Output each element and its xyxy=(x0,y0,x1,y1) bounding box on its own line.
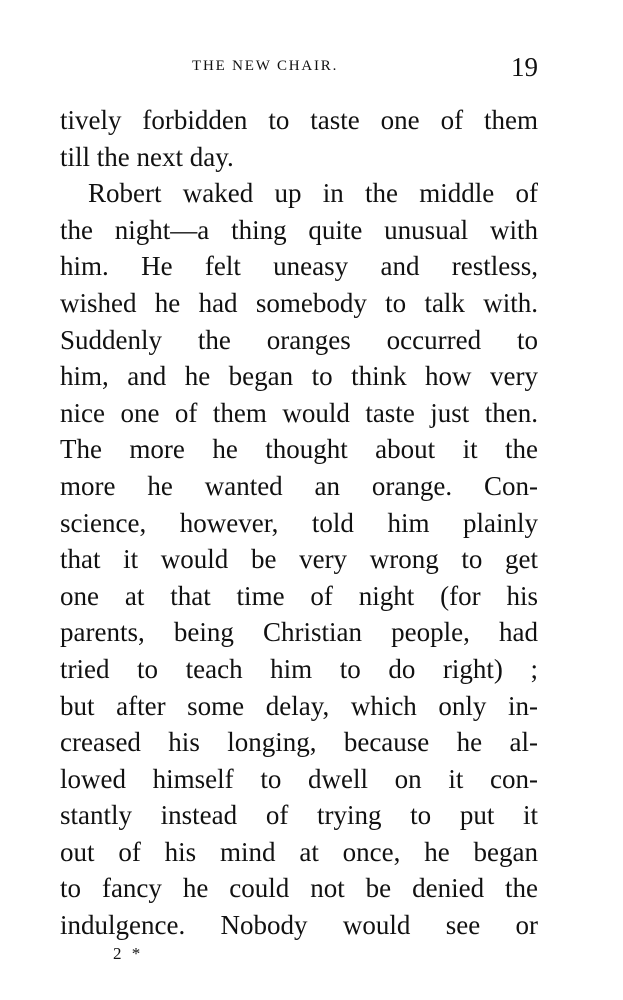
running-head: THE NEW CHAIR. xyxy=(192,58,339,74)
text-line: to fancy he could not be denied the xyxy=(60,873,538,904)
text-line: indulgence. Nobody would see or xyxy=(60,910,538,941)
text-line: till the next day. xyxy=(60,141,234,172)
text-line: science, however, told him plainly xyxy=(60,507,538,538)
text-line: tively forbidden to taste one of them xyxy=(60,105,538,135)
text-line: Robert waked up in the middle of xyxy=(88,178,538,209)
body-text xyxy=(60,102,538,944)
text-line: the night—a thing quite unusual with xyxy=(60,214,538,245)
text-line: creased his longing, because he al- xyxy=(60,727,538,758)
text-line: him. He felt uneasy and restless, xyxy=(60,251,538,282)
text-line: tried to teach him to do right) ; xyxy=(60,653,538,684)
text-line: one at that time of night (for his xyxy=(60,580,538,611)
text-line: wished he had somebody to talk with. xyxy=(60,287,538,318)
text-line: him, and he began to think how very xyxy=(60,361,538,392)
text-line: but after some delay, which only in- xyxy=(60,690,538,721)
text-line: The more he thought about it the xyxy=(60,434,538,465)
page-number: 19 xyxy=(511,52,538,82)
text-line: out of his mind at once, he began xyxy=(60,836,538,867)
text-line: parents, being Christian people, had xyxy=(60,617,538,648)
page-header xyxy=(60,52,538,86)
text-line: nice one of them would taste just then. xyxy=(60,397,538,428)
signature-mark: 2 * xyxy=(113,944,144,963)
text-line: Suddenly the oranges occurred to xyxy=(60,324,538,355)
text-line: stantly instead of trying to put it xyxy=(60,800,538,831)
text-line: lowed himself to dwell on it con- xyxy=(60,763,538,794)
text-line: more he wanted an orange. Con- xyxy=(60,470,538,501)
text-line: that it would be very wrong to get xyxy=(60,544,538,575)
